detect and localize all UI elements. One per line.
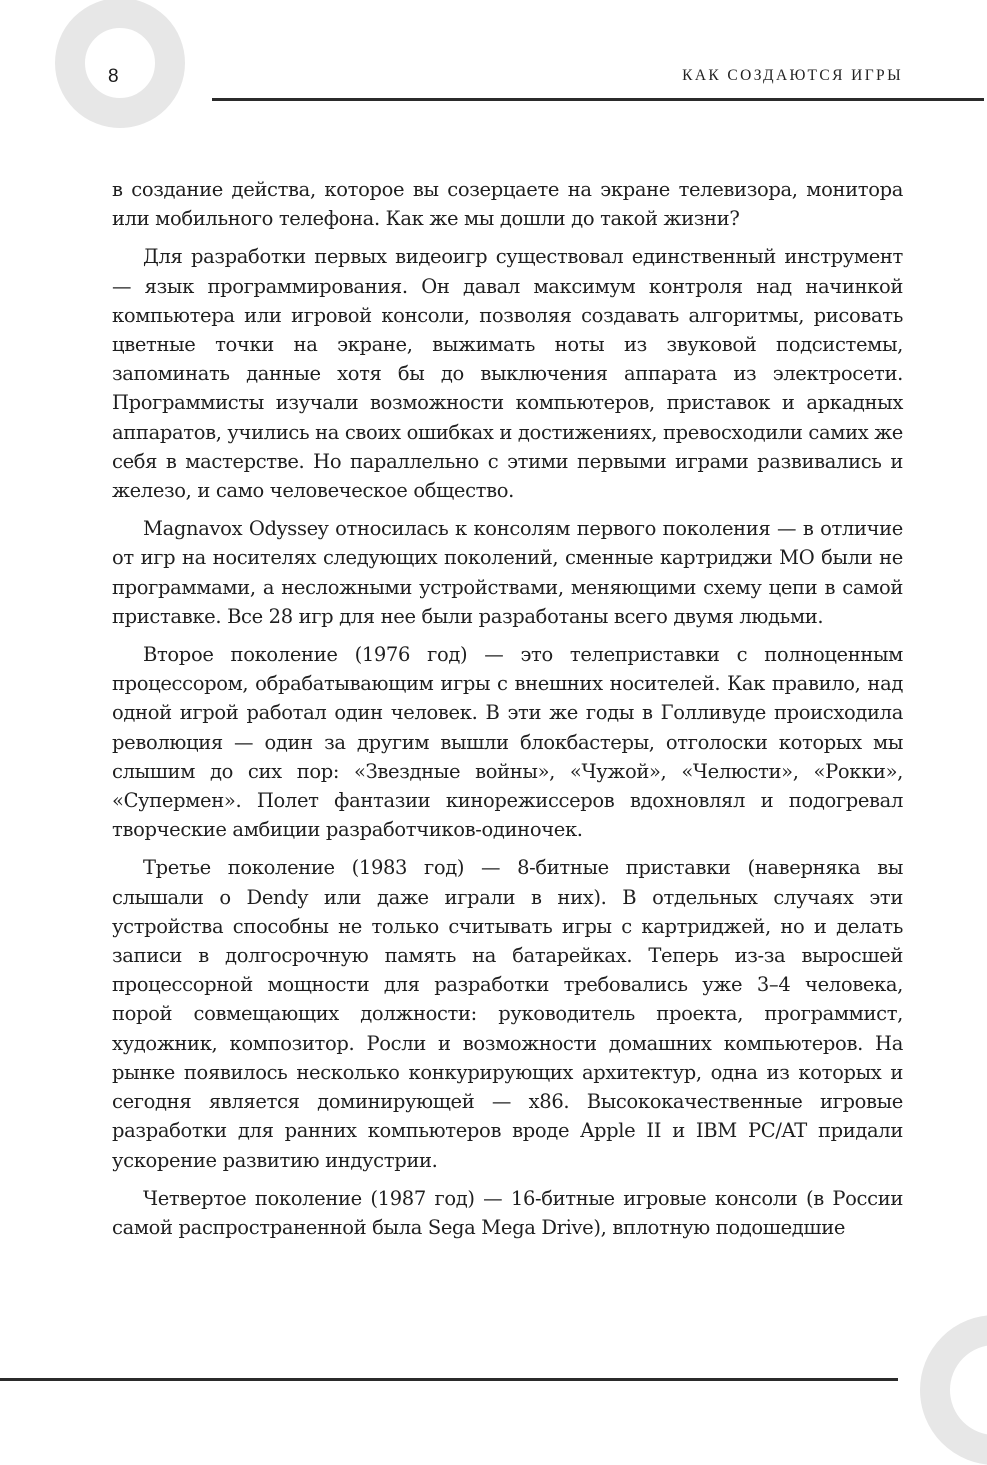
footer-rule [0, 1378, 898, 1381]
decorative-ring-top [55, 0, 185, 128]
body-text [112, 175, 903, 1251]
paragraph-2: Для разработки первых видеоигр существовал единственный инструмент — язык программирования. Он давал максимум контроля над начинкой компьютера или игровой консоли, позволяя создавать алгоритмы, рисовать цветные точки на экране, выжимать ноты из звуковой подсистемы, запоминать данные хотя бы до выключения аппарата из электросети. Программисты изучали возможности компьютеров, приставок и аркадных аппаратов, учились на своих ошибках и достижениях, превосходили самих же себя в мастерстве. Но параллельно с этими первыми играми развивались и железо, и само человеческое общество. [112, 245, 903, 503]
paragraph-1: в создание действа, которое вы созерцаете на экране телевизора, монитора или мобильного телефона. Как же мы дошли до такой жизни? [112, 178, 903, 231]
header-rule [212, 98, 984, 101]
paragraph-4: Второе поколение (1976 год) — это телеприставки с полноценным процессором, обрабатывающим игры с внешних носителей. Как правило, над одной игрой работал один человек. В эти же годы в Голливуде происходила революция — один за другим вышли блокбастеры, отголоски которых мы слышим до сих пор: «Звездные войны», «Чужой», «Челюсти», «Рокки», «Супермен». Полет фантазии кинорежиссеров вдохновлял и подогревал творческие амбиции разработчиков-одиночек. [112, 643, 903, 842]
paragraph-3: Magnavox Odyssey относилась к консолям первого поколения — в отличие от игр на носителях следующих поколений, сменные картриджи МО были не программами, а несложными устройствами, меняющими схему цепи в самой приставке. Все 28 игр для нее были разработаны всего двумя людьми. [112, 517, 903, 628]
paragraph-6: Четвертое поколение (1987 год) — 16-битные игровые консоли (в России самой распространенной была Sega Mega Drive), вплотную подошедшие [112, 1186, 903, 1239]
page-number: 8 [108, 66, 119, 87]
running-head: КАК СОЗДАЮТСЯ ИГРЫ [682, 67, 903, 84]
decorative-ring-bottom [920, 1315, 987, 1465]
paragraph-5: Третье поколение (1983 год) — 8-битные приставки (наверняка вы слышали о Dendy или даже играли в них). В отдельных случаях эти устройства способны не только считывать игры с картриджей, но и делать записи в долгосрочную память на батарейках. Теперь из-за выросшей процессорной мощности для разработки требовались уже 3–4 человека, порой совмещающих должности: руководитель проекта, программист, художник, композитор. Росли и возможности домашних компьютеров. На рынке появилось несколько конкурирующих архитектур, одна из которых и сегодня является доминирующей — x86. Высококачественные игровые разработки для ранних компьютеров вроде Apple II и IBM PC/AT придали ускорение развитию индустрии. [112, 856, 903, 1172]
